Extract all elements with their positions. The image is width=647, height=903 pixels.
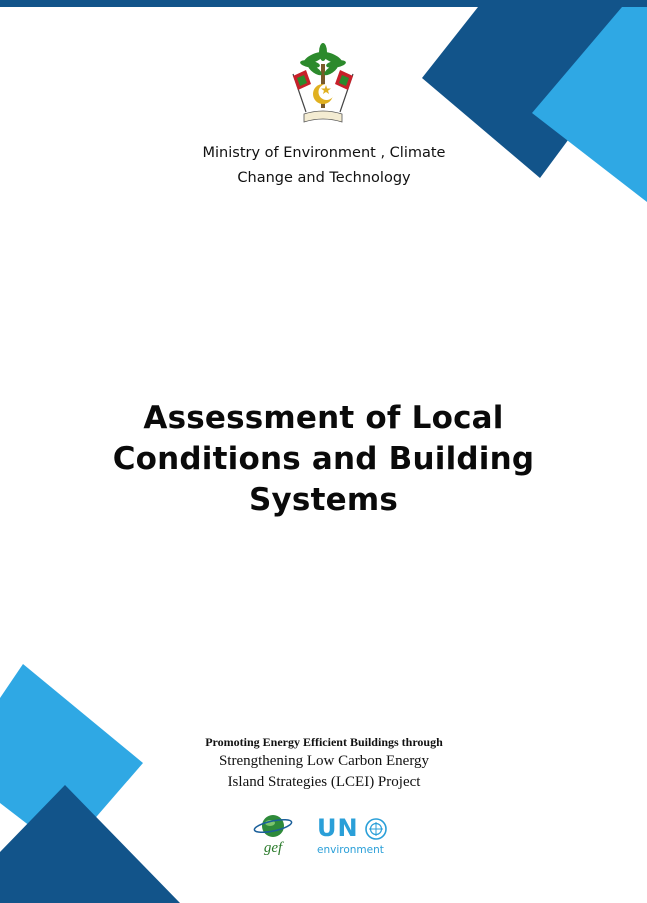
title-line-1: Assessment of Local [143, 400, 504, 436]
title-line-2: Conditions and Building [112, 441, 535, 477]
maldives-state-emblem-icon [284, 42, 362, 128]
ministry-line-1: Ministry of Environment , Climate [202, 145, 446, 161]
document-title [40, 398, 607, 521]
ministry-line-2: Change and Technology [237, 170, 411, 186]
gef-logo [250, 812, 296, 858]
un-environment-logo [315, 814, 393, 860]
title-line-3: Systems [249, 482, 398, 518]
gef-globe-icon [250, 812, 296, 842]
un-environment-text: environment [317, 844, 384, 856]
project-line-1: Strengthening Low Carbon Energy [218, 753, 430, 769]
un-emblem-icon [365, 818, 387, 840]
ministry-name [120, 141, 528, 191]
un-logo-text: UN [317, 814, 359, 842]
gef-logo-text: gef [263, 840, 283, 856]
project-subtitle: Promoting Energy Efficient Buildings through [205, 735, 443, 749]
project-description [150, 734, 498, 793]
project-line-2: Island Strategies (LCEI) Project [227, 774, 421, 790]
